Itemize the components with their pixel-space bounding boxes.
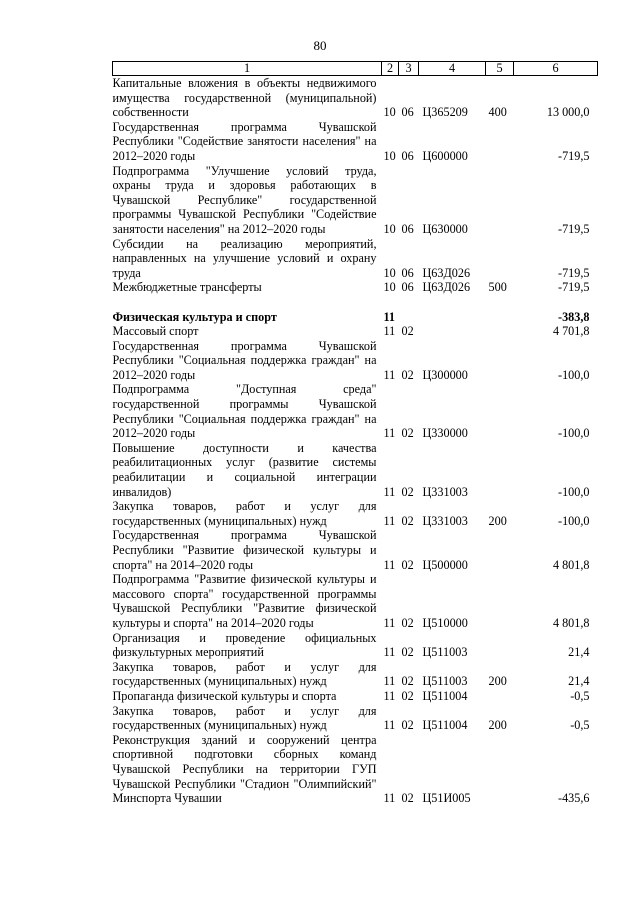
table-row xyxy=(113,499,598,528)
row-name: Закупка товаров, работ и услуг для государственных (муниципальных) нужд xyxy=(112,659,377,689)
row-target-code: Ц500000 xyxy=(422,557,468,572)
header-col-1: 1 xyxy=(113,62,382,76)
table-row xyxy=(113,572,598,630)
row-section: 10 xyxy=(383,105,396,120)
row-amount: -100,0 xyxy=(558,426,590,441)
row-subsection: 02 xyxy=(401,324,414,339)
table-body xyxy=(113,76,598,806)
row-amount: -0,5 xyxy=(570,718,590,733)
header-col-4: 4 xyxy=(419,62,486,76)
row-target-code: Ц300000 xyxy=(422,367,468,382)
row-subsection: 02 xyxy=(401,615,414,630)
row-expense-type: 400 xyxy=(488,105,507,120)
row-amount: -719,5 xyxy=(558,265,590,280)
row-subsection: 02 xyxy=(401,674,414,689)
row-name: Государственная программа Чувашской Республики "Содействие занятости населения" на 2012–2020 годы xyxy=(112,119,377,163)
table-row xyxy=(113,689,598,704)
table-row xyxy=(113,660,598,689)
row-expense-type xyxy=(486,310,514,325)
row-amount: -719,5 xyxy=(558,280,590,295)
row-amount: -100,0 xyxy=(558,484,590,499)
row-name: Субсидии на реализацию мероприятий, направленных на улучшение условий и охрану труда xyxy=(112,236,377,280)
row-amount: -383,8 xyxy=(558,309,590,324)
row-target-code: Ц511003 xyxy=(422,674,468,689)
row-section: 10 xyxy=(383,148,396,163)
row-section: 11 xyxy=(383,309,396,324)
row-amount: 21,4 xyxy=(568,674,590,689)
row-target-code: Ц511004 xyxy=(422,688,468,703)
row-amount: 13 000,0 xyxy=(546,105,590,120)
row-subsection: 02 xyxy=(401,718,414,733)
row-amount: -719,5 xyxy=(558,221,590,236)
row-amount: -719,5 xyxy=(558,148,590,163)
row-name: Закупка товаров, работ и услуг для государственных (муниципальных) нужд xyxy=(112,499,377,528)
row-section: 11 xyxy=(383,367,396,382)
table-row xyxy=(113,310,598,325)
row-section: 11 xyxy=(383,513,396,528)
row-expense-type xyxy=(486,441,514,499)
table-row xyxy=(113,528,598,572)
row-section: 11 xyxy=(383,557,396,572)
table-row xyxy=(113,76,598,120)
row-target-code: Ц600000 xyxy=(422,148,468,163)
row-target-code: Ц510000 xyxy=(422,615,468,630)
row-subsection: 06 xyxy=(401,265,414,280)
row-name: Подпрограмма "Развитие физической культуры и массового спорта" государственной программы Чувашской Республики "Развитие физической культуры и спорта" на 2014–2020 годы xyxy=(112,572,377,630)
table-row xyxy=(113,704,598,733)
row-expense-type xyxy=(486,339,514,383)
row-subsection: 02 xyxy=(401,791,414,806)
row-section: 11 xyxy=(383,324,396,339)
row-name: Капитальные вложения в объекты недвижимого имущества государственной (муниципальной) собственности xyxy=(112,76,377,120)
row-section: 11 xyxy=(383,791,396,806)
row-amount: 4 801,8 xyxy=(552,557,590,572)
row-section: 11 xyxy=(383,688,396,703)
row-expense-type xyxy=(486,324,514,339)
row-target-code: Ц331003 xyxy=(422,484,468,499)
row-expense-type xyxy=(486,120,514,164)
row-target-code: Ц630000 xyxy=(422,221,468,236)
row-subsection: 02 xyxy=(401,367,414,382)
row-target-code: Ц330000 xyxy=(422,426,468,441)
row-target-code: Ц511003 xyxy=(422,645,468,660)
row-subsection: 02 xyxy=(401,645,414,660)
row-expense-type xyxy=(486,528,514,572)
table-row xyxy=(113,164,598,237)
page-number: 80 xyxy=(313,38,327,53)
budget-table xyxy=(112,61,598,806)
row-amount: 21,4 xyxy=(568,645,590,660)
header-col-6: 6 xyxy=(514,62,598,76)
row-subsection: 06 xyxy=(401,148,414,163)
row-amount: 4 701,8 xyxy=(552,324,590,339)
table-row xyxy=(113,733,598,806)
table-row xyxy=(113,382,598,440)
spacer-cell xyxy=(113,295,598,310)
row-amount: -435,6 xyxy=(558,791,590,806)
row-section: 11 xyxy=(383,718,396,733)
row-subsection: 02 xyxy=(401,426,414,441)
row-section: 10 xyxy=(383,221,396,236)
row-expense-type xyxy=(486,164,514,237)
budget-table-container xyxy=(112,61,597,806)
row-amount: 4 801,8 xyxy=(552,615,590,630)
row-section: 11 xyxy=(383,426,396,441)
table-row xyxy=(113,120,598,164)
row-name: Реконструкция зданий и сооружений центра спортивной подготовки сборных команд Чувашской Республики на территории ГУП Чувашской Республики "Стадион "Олимпийский" Минспорта Чувашии xyxy=(112,732,377,806)
row-amount: -0,5 xyxy=(570,688,590,703)
row-expense-type xyxy=(486,382,514,440)
row-section: 11 xyxy=(383,484,396,499)
row-section: 10 xyxy=(383,280,396,295)
table-row xyxy=(113,280,598,295)
row-section: 11 xyxy=(383,674,396,689)
row-name: Пропаганда физической культуры и спорта xyxy=(112,688,337,703)
row-name: Закупка товаров, работ и услуг для государственных (муниципальных) нужд xyxy=(112,703,377,733)
row-expense-type: 200 xyxy=(488,674,507,689)
row-target-code xyxy=(419,324,486,339)
row-expense-type xyxy=(486,572,514,630)
row-section: 11 xyxy=(383,615,396,630)
row-name: Физическая культура и спорт xyxy=(112,309,277,324)
row-name: Государственная программа Чувашской Республики "Развитие физической культуры и спорта" на 2014–2020 годы xyxy=(112,528,377,572)
row-subsection: 02 xyxy=(401,557,414,572)
table-row xyxy=(113,631,598,660)
row-target-code: Ц63Д026 xyxy=(422,265,471,280)
table-row xyxy=(113,324,598,339)
row-target-code xyxy=(419,310,486,325)
header-col-2: 2 xyxy=(382,62,399,76)
row-subsection: 02 xyxy=(401,513,414,528)
row-name: Межбюджетные трансферты xyxy=(112,280,262,295)
table-row xyxy=(113,237,598,281)
row-target-code: Ц63Д026 xyxy=(422,280,471,295)
row-amount: -100,0 xyxy=(558,513,590,528)
header-col-5: 5 xyxy=(486,62,514,76)
row-target-code: Ц51И005 xyxy=(422,791,471,806)
row-subsection: 06 xyxy=(401,280,414,295)
row-expense-type xyxy=(486,631,514,660)
column-number-header xyxy=(113,62,598,76)
row-amount: -100,0 xyxy=(558,367,590,382)
row-expense-type xyxy=(486,733,514,806)
row-subsection: 02 xyxy=(401,688,414,703)
table-row xyxy=(113,339,598,383)
header-col-3: 3 xyxy=(399,62,419,76)
table-row xyxy=(113,441,598,499)
row-subsection: 06 xyxy=(401,105,414,120)
row-name: Организация и проведение официальных физкультурных мероприятий xyxy=(112,630,377,660)
row-expense-type: 500 xyxy=(488,280,507,295)
row-subsection: 06 xyxy=(401,221,414,236)
row-target-code: Ц511004 xyxy=(422,718,468,733)
row-name: Государственная программа Чувашской Республики "Социальная поддержка граждан" на 2012–2020 годы xyxy=(112,338,377,382)
row-expense-type: 200 xyxy=(488,718,507,733)
row-subsection: 02 xyxy=(401,484,414,499)
row-expense-type xyxy=(486,237,514,281)
row-name: Подпрограмма "Доступная среда" государственной программы Чувашской Республики "Социальная поддержка граждан" на 2012–2020 годы xyxy=(112,382,377,441)
row-name: Повышение доступности и качества реабилитационных услуг (развитие системы реабилитации и социальной интеграции инвалидов) xyxy=(112,440,377,499)
row-name: Массовый спорт xyxy=(112,324,199,339)
row-target-code: Ц331003 xyxy=(422,513,468,528)
row-target-code: Ц365209 xyxy=(422,105,468,120)
row-expense-type: 200 xyxy=(488,513,507,528)
row-subsection xyxy=(399,310,419,325)
row-section: 10 xyxy=(383,265,396,280)
spacer-row xyxy=(113,295,598,310)
row-name: Подпрограмма "Улучшение условий труда, охраны труда и здоровья работающих в Чувашской Республике" государственной программы Чувашской Республики "Содействие занятости населения" на 2012–2020 годы xyxy=(112,163,377,236)
row-section: 11 xyxy=(383,645,396,660)
row-expense-type xyxy=(486,689,514,704)
